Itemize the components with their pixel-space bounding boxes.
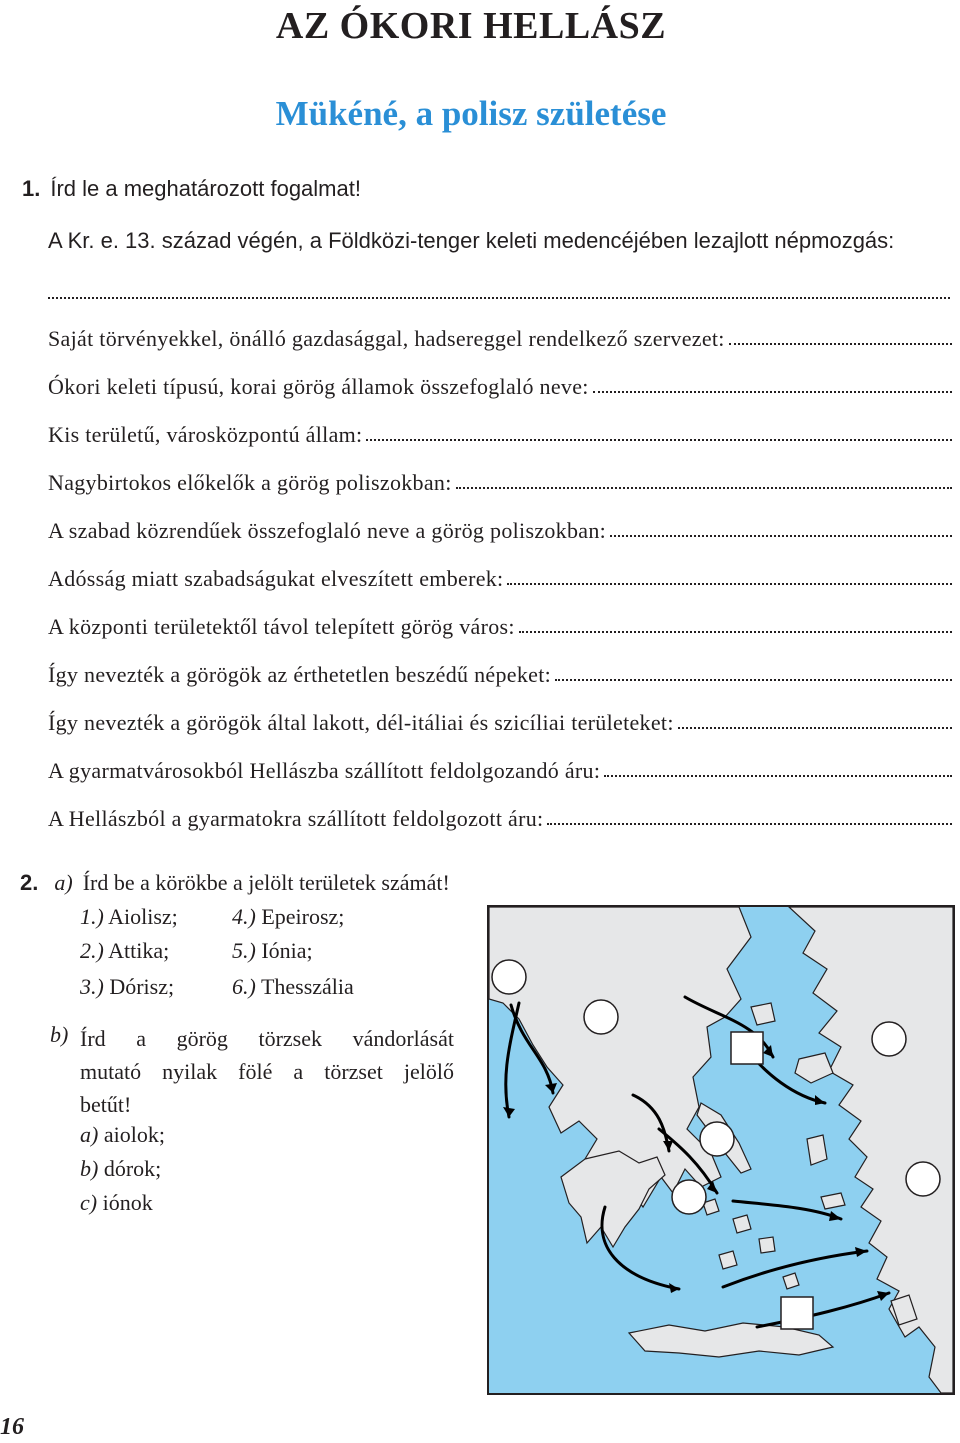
legend-number: 1.) [80, 904, 104, 929]
legend-row [80, 938, 313, 964]
part-b-instruction [80, 1022, 454, 1121]
answer-line[interactable] [456, 487, 952, 489]
question-row [48, 462, 952, 496]
answer-line[interactable] [555, 679, 952, 681]
cyclades-island [733, 1215, 751, 1233]
question-row [48, 366, 952, 400]
cyclades-island [719, 1251, 737, 1269]
option-aiolok [80, 1122, 165, 1148]
page-number: 16 [0, 1414, 24, 1440]
task1-intro: A Kr. e. 13. század végén, a Földközi-tenger keleti medencéjében lezajlott népmozgás: [48, 228, 895, 253]
legend-name: Iónia; [261, 938, 313, 963]
question-text: A gyarmatvárosokból Hellászba szállított feldolgozandó áru: [48, 758, 601, 783]
question-text: A központi területektől távol telepített görög város: [48, 614, 515, 639]
question-text: Kis területű, városközpontú állam: [48, 422, 363, 447]
task1-instruction: Írd le a meghatározott fogalmat! [50, 176, 361, 201]
answer-circle[interactable] [672, 1180, 706, 1214]
answer-circle[interactable] [700, 1122, 734, 1156]
question-row [48, 318, 952, 352]
legend-name: Epeirosz; [261, 904, 345, 929]
answer-circle[interactable] [906, 1162, 940, 1196]
question-row [48, 510, 952, 544]
part-a-label: a) [54, 870, 73, 895]
task2-heading [20, 870, 450, 896]
option-text: dórok; [103, 1156, 162, 1181]
question-text: Adósság miatt szabadságukat elveszített emberek: [48, 566, 504, 591]
legend-name: Attika; [108, 938, 170, 963]
answer-circle[interactable] [492, 960, 526, 994]
task2-number: 2. [20, 870, 39, 895]
answer-line[interactable] [610, 535, 952, 537]
answer-line[interactable] [519, 631, 952, 633]
answer-line[interactable] [593, 391, 952, 393]
map-svg [489, 907, 953, 1393]
lesson-subtitle: Mükéné, a polisz születése [275, 94, 667, 133]
question-row [48, 798, 952, 832]
answer-line-intro[interactable] [48, 297, 950, 299]
answer-line[interactable] [366, 439, 952, 441]
page-title: AZ ÓKORI HELLÁSZ [275, 5, 667, 47]
answer-square[interactable] [731, 1032, 763, 1064]
answer-line[interactable] [604, 775, 952, 777]
question-text: A Hellászból a gyarmatokra szállított feldolgozott áru: [48, 806, 544, 831]
legend-name: Aiolisz; [108, 904, 178, 929]
question-text: Ókori keleti típusú, korai görög államok összefoglaló neve: [48, 374, 589, 399]
instruction-line: betűt! [80, 1092, 132, 1117]
instruction-line: mutató nyilak fölé a törzset jelölő [80, 1059, 454, 1084]
legend-number: 5.) [232, 938, 256, 963]
option-text: aiolok; [103, 1122, 165, 1147]
greece-migration-map [487, 905, 955, 1395]
question-row [48, 702, 952, 736]
part-a-instruction: Írd be a körökbe a jelölt területek számát! [82, 870, 450, 895]
answer-line[interactable] [729, 343, 952, 345]
answer-circle[interactable] [872, 1022, 906, 1056]
legend-row [80, 974, 354, 1000]
option-label: c) [80, 1190, 98, 1215]
option-text: iónok [102, 1190, 153, 1215]
part-b-label: b) [50, 1022, 69, 1047]
chios-island [807, 1135, 827, 1165]
legend-number: 3.) [80, 974, 104, 999]
legend-row [80, 904, 345, 930]
question-text: Saját törvényekkel, önálló gazdasággal, hadsereggel rendelkező szervezet: [48, 326, 725, 351]
legend-number: 4.) [232, 904, 256, 929]
option-dorok [80, 1156, 161, 1182]
option-label: a) [80, 1122, 99, 1147]
instruction-line: Írd a görög törzsek vándorlását [80, 1026, 454, 1051]
answer-line[interactable] [678, 727, 952, 729]
answer-square[interactable] [781, 1297, 813, 1329]
question-text: A szabad közrendűek összefoglaló neve a görög poliszokban: [48, 518, 607, 543]
question-text: Nagybirtokos előkelők a görög poliszokban: [48, 470, 452, 495]
cyclades-island [759, 1237, 775, 1253]
answer-line[interactable] [507, 583, 952, 585]
legend-number: 6.) [232, 974, 256, 999]
question-row [48, 606, 952, 640]
legend-number: 2.) [80, 938, 104, 963]
question-text: Így nevezték a görögök az érthetetlen beszédű népeket: [48, 662, 552, 687]
question-row [48, 654, 952, 688]
question-row [48, 750, 952, 784]
question-row [48, 414, 952, 448]
question-text: Így nevezték a görögök által lakott, dél-itáliai és szicíliai területeket: [48, 710, 674, 735]
task1-number: 1. [22, 176, 41, 201]
option-label: b) [80, 1156, 99, 1181]
option-ionok [80, 1190, 153, 1216]
question-row [48, 558, 952, 592]
legend-name: Thesszália [260, 974, 354, 999]
answer-circle[interactable] [584, 1000, 618, 1034]
legend-name: Dórisz; [109, 974, 175, 999]
answer-line[interactable] [547, 823, 952, 825]
task1-heading [22, 176, 361, 202]
